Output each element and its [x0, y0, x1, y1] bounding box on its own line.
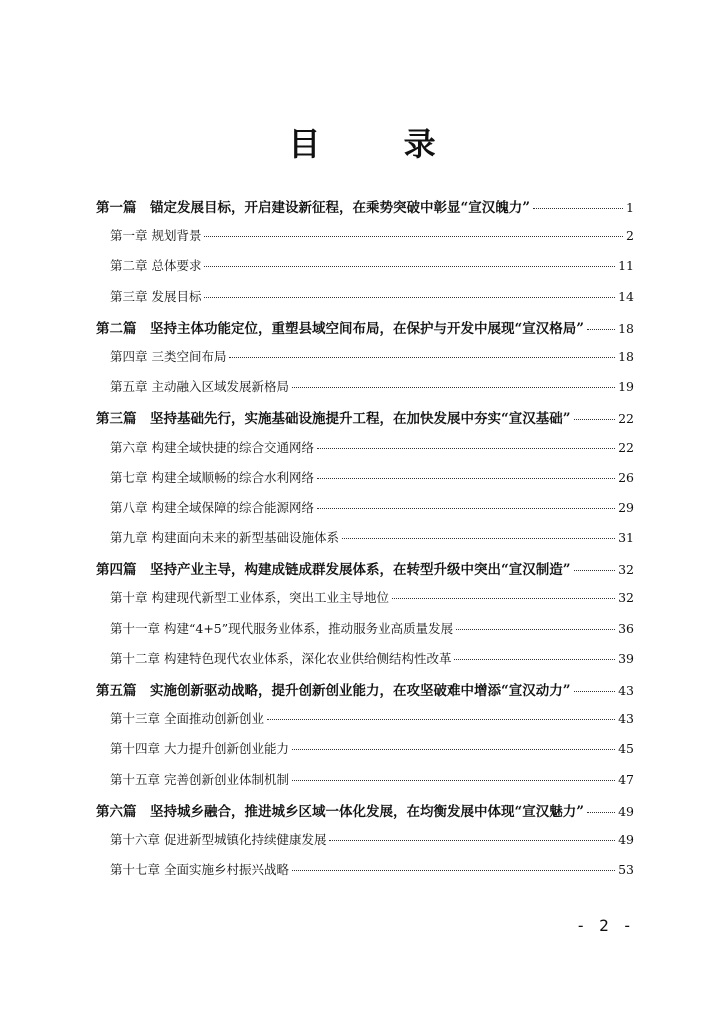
toc-dot-leader: [574, 691, 616, 692]
toc-chapter-entry[interactable]: [96, 770, 634, 800]
toc-entry-label: 第四篇 坚持产业主导，构建成链成群发展体系，在转型升级中突出“宣汉制造”: [96, 562, 571, 579]
toc-chapter-entry[interactable]: [96, 739, 634, 769]
toc-entry-page: 49: [618, 831, 634, 847]
toc-entry-label: 第四章 三类空间布局: [110, 348, 227, 364]
toc-entry-label: 第六章 构建全域快捷的综合交通网络: [110, 439, 314, 455]
toc-entry-label: 第十一章 构建“4+5”现代服务业体系，推动服务业高质量发展: [110, 620, 454, 636]
toc-entry-page: 43: [618, 683, 634, 698]
toc-chapter-entry[interactable]: [96, 377, 634, 407]
toc-dot-leader: [329, 840, 615, 841]
toc-entry-label: 第十章 构建现代新型工业体系，突出工业主导地位: [110, 590, 389, 606]
toc-entry-page: 11: [618, 258, 634, 274]
toc-dot-leader: [392, 598, 615, 599]
toc-entry-page: 45: [618, 741, 634, 757]
toc-part-entry[interactable]: [96, 196, 634, 226]
toc-entry-page: 39: [618, 650, 634, 666]
toc-dot-leader: [229, 357, 615, 358]
toc-dot-leader: [292, 870, 615, 871]
toc-dot-leader: [292, 387, 615, 388]
toc-entry-page: 26: [618, 469, 634, 485]
toc-entry-label: 第六篇 坚持城乡融合，推进城乡区域一体化发展，在均衡发展中体现“宣汉魅力”: [96, 803, 585, 820]
toc-chapter-entry[interactable]: [96, 588, 634, 618]
toc-entry-page: 32: [618, 590, 634, 606]
toc-chapter-entry[interactable]: [96, 226, 634, 256]
toc-entry-label: 第二篇 坚持主体功能定位，重塑县域空间布局，在保护与开发中展现“宣汉格局”: [96, 320, 585, 337]
toc-entry-page: 53: [618, 862, 634, 878]
toc-part-entry[interactable]: [96, 679, 634, 709]
toc-entry-label: 第五篇 实施创新驱动战略，提升创新创业能力，在攻坚破难中增添“宣汉动力”: [96, 683, 571, 699]
toc-entry-page: 31: [618, 530, 634, 546]
toc-chapter-entry[interactable]: [96, 498, 634, 528]
toc-entry-page: 18: [618, 348, 634, 364]
toc-dot-leader: [317, 508, 615, 509]
toc-dot-leader: [267, 719, 615, 720]
toc-entry-label: 第十三章 全面推动创新创业: [110, 711, 264, 727]
toc-entry-page: 49: [618, 803, 634, 819]
toc-entry-page: 29: [618, 499, 634, 515]
toc-entry-label: 第五章 主动融入区域发展新格局: [110, 379, 289, 395]
toc-entry-page: 47: [618, 771, 634, 787]
page-number: - 2 -: [575, 916, 634, 935]
toc-chapter-entry[interactable]: [96, 830, 634, 860]
toc-chapter-entry[interactable]: [96, 528, 634, 558]
toc-dot-leader: [574, 419, 616, 420]
toc-chapter-entry[interactable]: [96, 256, 634, 286]
toc-dot-leader: [317, 448, 615, 449]
toc-entry-label: 第一篇 锚定发展目标，开启建设新征程，在乘势突破中彰显“宣汉魄力”: [96, 200, 531, 216]
toc-dot-leader: [456, 629, 615, 630]
toc-entry-page: 14: [618, 288, 634, 304]
toc-entry-label: 第十五章 完善创新创业体制机制: [110, 771, 289, 787]
toc-entry-label: 第十六章 促进新型城镇化持续健康发展: [110, 831, 327, 847]
toc-entry-page: 22: [618, 439, 634, 455]
toc-part-entry[interactable]: [96, 800, 634, 830]
toc-entry-label: 第七章 构建全域顺畅的综合水利网络: [110, 469, 314, 485]
toc-entry-label: 第三章 发展目标: [110, 288, 202, 304]
toc-dot-leader: [292, 780, 615, 781]
toc-dot-leader: [342, 538, 615, 539]
toc-entry-page: 22: [618, 411, 634, 427]
page-title: 目 录: [288, 125, 472, 163]
toc-part-entry[interactable]: [96, 558, 634, 588]
toc-entry-label: 第一章 规划背景: [110, 228, 202, 244]
toc-dot-leader: [454, 659, 615, 660]
toc-chapter-entry[interactable]: [96, 438, 634, 468]
toc-dot-leader: [587, 329, 615, 330]
toc-dot-leader: [533, 208, 623, 209]
toc-entry-page: 32: [618, 562, 634, 578]
toc-entry-label: 第九章 构建面向未来的新型基础设施体系: [110, 530, 339, 546]
toc-dot-leader: [204, 236, 623, 237]
toc-entry-page: 43: [618, 711, 634, 727]
toc-dot-leader: [317, 478, 615, 479]
toc-part-entry[interactable]: [96, 317, 634, 347]
toc-entry-page: 19: [618, 379, 634, 395]
toc-chapter-entry[interactable]: [96, 860, 634, 890]
toc-entry-label: 第十二章 构建特色现代农业体系，深化农业供给侧结构性改革: [110, 650, 452, 666]
toc-dot-leader: [574, 570, 616, 571]
toc-dot-leader: [204, 266, 615, 267]
toc-chapter-entry[interactable]: [96, 649, 634, 679]
toc-dot-leader: [587, 812, 615, 813]
toc-chapter-entry[interactable]: [96, 619, 634, 649]
toc-entry-label: 第三篇 坚持基础先行，实施基础设施提升工程，在加快发展中夯实“宣汉基础”: [96, 411, 571, 428]
toc-dot-leader: [292, 749, 615, 750]
toc-entry-page: 1: [626, 200, 634, 215]
toc-entry-label: 第十四章 大力提升创新创业能力: [110, 741, 289, 757]
toc-chapter-entry[interactable]: [96, 709, 634, 739]
toc-part-entry[interactable]: [96, 407, 634, 437]
toc-entry-label: 第二章 总体要求: [110, 258, 202, 274]
toc-dot-leader: [204, 297, 615, 298]
toc-entry-page: 2: [626, 228, 634, 244]
toc-entry-page: 36: [618, 620, 634, 636]
toc-chapter-entry[interactable]: [96, 287, 634, 317]
toc-entry-page: 18: [618, 320, 634, 336]
toc-entry-label: 第十七章 全面实施乡村振兴战略: [110, 862, 289, 878]
toc-chapter-entry[interactable]: [96, 347, 634, 377]
toc-entry-label: 第八章 构建全域保障的综合能源网络: [110, 499, 314, 515]
toc-chapter-entry[interactable]: [96, 468, 634, 498]
table-of-contents: [96, 196, 634, 890]
